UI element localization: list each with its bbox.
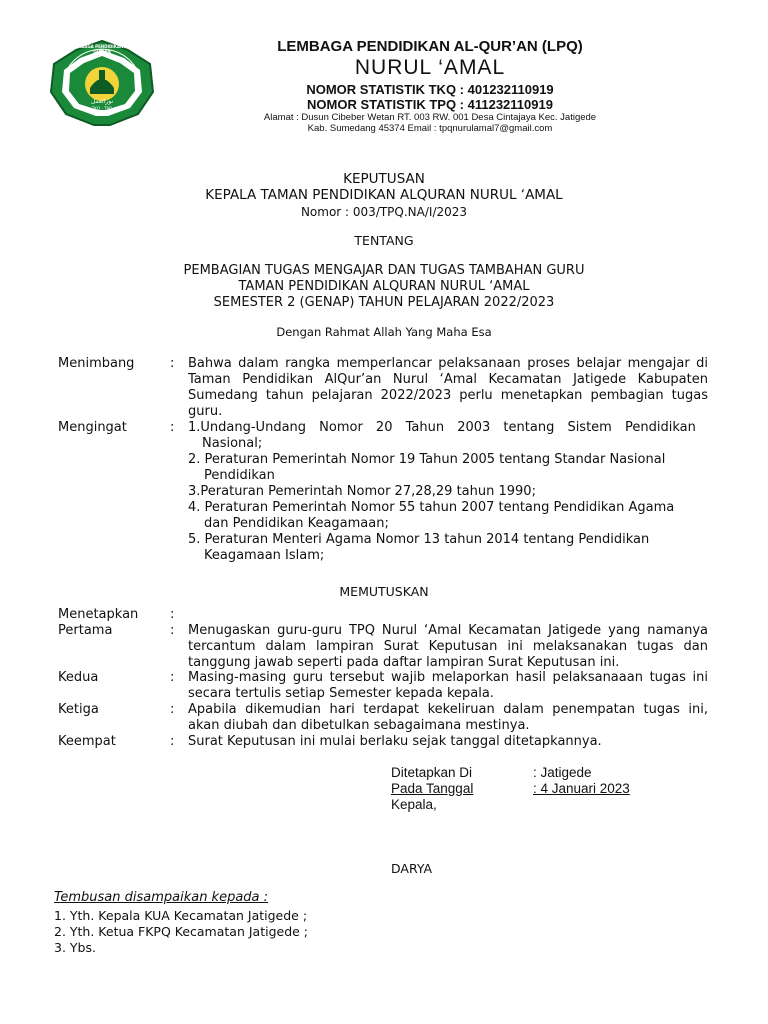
logo-text: LEMBAGA PENDIDIKAN AL-QUR'AN [71,44,133,54]
item-text: Peraturan Menteri Agama Nomor 13 tahun 2014 tentang Pendidikan [204,532,650,547]
doc-title: KEPUTUSAN [343,171,425,187]
logo-bottom-text: TKQ - TPQ [91,106,113,111]
stat-number-tpq: NOMOR STATISTIK TPQ : 411232110919 [307,97,553,112]
item-text: Peraturan Pemerintah Nomor 27,28,29 tahun 1990; [200,484,536,499]
ketiga-text: Apabila dikemudian hari terdapat kekeliruan dalam penempatan tugas ini, akan diubah dan dibetulkan sebagaimana mestinya. [188,702,708,733]
school-name: NURUL ‘AMAL [354,56,506,79]
item-text: Keagamaan Islam; [204,548,325,563]
tanggal-value: : 4 Januari 2023 [533,781,630,796]
item-number: 3. [188,484,201,499]
keempat-label: Keempat [58,734,116,749]
rahmat-line: Dengan Rahmat Allah Yang Maha Esa [276,325,492,339]
tembusan-heading: Tembusan disampaikan kepada : [54,890,269,905]
mengingat-item-cont [204,548,324,564]
item-text: dan Pendidikan Keagamaan; [204,516,389,531]
mengingat-label: Mengingat [58,420,127,435]
item-number: 1. [188,420,201,435]
menetapkan-colon: : [170,607,175,622]
subject-line-2: TAMAN PENDIDIKAN ALQURAN NURUL ‘AMAL [238,279,530,294]
mengingat-item [188,484,708,500]
subject-line-3: SEMESTER 2 (GENAP) TAHUN PELAJARAN 2022/2023 [213,295,555,310]
doc-subtitle: KEPALA TAMAN PENDIDIKAN ALQURAN NURUL ‘AMAL [205,187,563,203]
mengingat-item [188,420,708,436]
item-number: 2. [188,452,201,467]
tentang-heading: TENTANG [354,233,414,248]
signature-block [391,765,691,813]
menetapkan-label: Menetapkan [58,607,139,622]
kedua-label: Kedua [58,670,99,685]
address-line-2: Kab. Sumedang 45374 Email : tpqnurulamal7@gmail.com [307,123,553,134]
item-text: Nasional; [202,436,263,451]
kedua-text: Masing-masing guru tersebut wajib melaporkan hasil pelaksanaaan tugas ini secara tertulis setiap Semester kepada kepala. [188,670,708,701]
tembusan-item: 2. Yth. Ketua FKPQ Kecamatan Jatigede ; [54,924,309,939]
item-text: Undang-Undang Nomor 20 Tahun 2003 tentang Sistem Pendidikan [200,420,696,435]
menimbang-colon: : [170,356,175,371]
mengingat-item-cont [204,468,275,484]
item-number: 4. [188,500,201,515]
signer-name: DARYA [391,861,433,876]
pertama-text: Menugaskan guru-guru TPQ Nurul ‘Amal Kecamatan Jatigede yang namanya tercantum dalam lampiran Surat Keputusan ini melaksanakan tugas dan tanggung jawab seperti pada daftar lampiran Surat Keputusan ini. [188,623,708,670]
mengingat-colon: : [170,420,175,435]
mengingat-item-cont [202,436,262,452]
item-number: 5. [188,532,201,547]
keempat-text: Surat Keputusan ini mulai berlaku sejak tanggal ditetapkannya. [188,734,602,749]
pertama-label: Pertama [58,623,113,638]
item-text: Peraturan Pemerintah Nomor 55 tahun 2007 tentang Pendidikan Agama [204,500,675,515]
memutuskan-heading: MEMUTUSKAN [339,584,429,599]
ketiga-colon: : [170,702,175,717]
tembusan-item: 1. Yth. Kepala KUA Kecamatan Jatigede ; [54,908,308,923]
logo-arabic-text: نورالعمل [90,98,114,105]
stat-number-tkq: NOMOR STATISTIK TKQ : 401232110919 [306,82,554,97]
tembusan-item: 3. Ybs. [54,940,96,955]
ditetapkan-label: Ditetapkan Di [391,765,473,780]
institution-name: LEMBAGA PENDIDIKAN AL-QUR’AN (LPQ) [277,38,583,55]
ditetapkan-value: : Jatigede [533,765,592,780]
tanggal-label: Pada Tanggal [391,781,474,796]
item-text: Pendidikan [204,468,275,483]
institution-logo [50,40,154,126]
keempat-colon: : [170,734,175,749]
menimbang-label: Menimbang [58,356,135,371]
subject-line-1: PEMBAGIAN TUGAS MENGAJAR DAN TUGAS TAMBAHAN GURU [183,263,585,278]
mengingat-item-cont [204,516,389,532]
kepala-label: Kepala, [391,797,437,812]
mengingat-item [188,500,708,516]
address-line-1: Alamat : Dusun Cibeber Wetan RT. 003 RW. 001 Desa Cintajaya Kec. Jatigede [263,112,597,123]
ketiga-label: Ketiga [58,702,99,717]
item-text: Peraturan Pemerintah Nomor 19 Tahun 2005 tentang Standar Nasional [204,452,666,467]
menimbang-text: Bahwa dalam rangka memperlancar pelaksanaan proses belajar mengajar di Taman Pendidikan AlQur’an Nurul ‘Amal Kecamatan Jatigede Kabupaten Sumedang tahun pelajaran 2022/2023 perlu menetapkan pembagian tugas guru. [188,356,708,419]
doc-number: Nomor : 003/TPQ.NA/I/2023 [300,205,468,219]
mengingat-item [188,452,708,468]
pertama-colon: : [170,623,175,638]
mengingat-item [188,532,708,548]
kedua-colon: : [170,670,175,685]
